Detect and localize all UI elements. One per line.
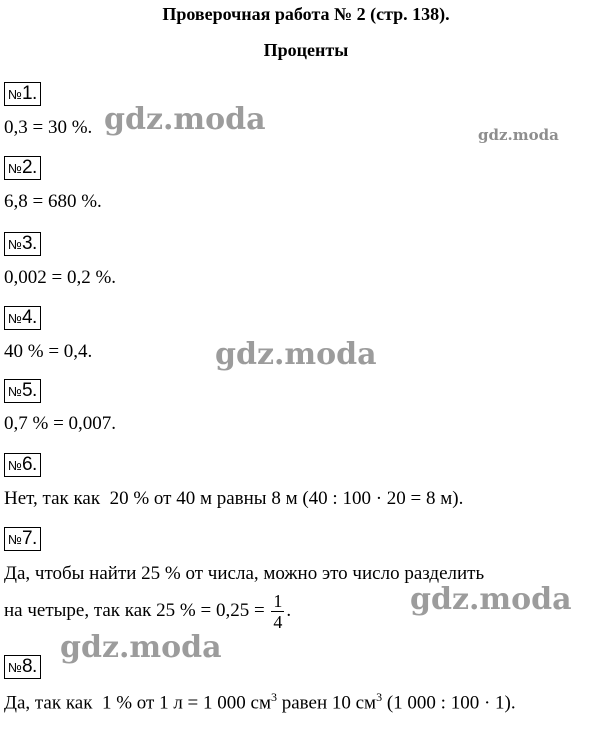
watermark: gdz.moda xyxy=(104,102,266,137)
watermark: gdz.moda xyxy=(410,582,572,617)
task-number-8: №8. xyxy=(4,655,41,679)
task-answer-7-line1: Да, чтобы найти 25 % от числа, можно это число разделить xyxy=(4,563,485,584)
task-number-6: №6. xyxy=(4,453,41,477)
page-subtitle: Проценты xyxy=(263,40,349,60)
task-number-5: №5. xyxy=(4,379,41,403)
task-number-3: №3. xyxy=(4,232,41,256)
task-number-1: №1. xyxy=(4,82,41,106)
fraction-denominator: 4 xyxy=(273,612,283,632)
task-answer-1: 0,3 = 30 %. xyxy=(4,117,93,138)
task-answer-8: Да, так как 1 % от 1 л = 1 000 $см^3$ равен 10 $см^3$ (1 000 : 100 · 1). xyxy=(4,690,516,714)
watermark: gdz.moda xyxy=(60,630,222,665)
task-answer-4: 40 % = 0,4. xyxy=(4,341,93,362)
fraction xyxy=(271,592,284,631)
fraction-numerator: 1 xyxy=(273,591,283,611)
task-answer-6: Нет, так как 20 % от 40 м равны 8 м (40 : 100 · 20 = 8 м). xyxy=(4,488,464,509)
task-answer-5: 0,7 % = 0,007. xyxy=(4,413,117,434)
task-number-7: №7. xyxy=(4,527,41,551)
page-title: Проверочная работа № 2 (стр. 138). xyxy=(162,4,450,24)
task-answer-3: 0,002 = 0,2 %. xyxy=(4,267,117,288)
task-answer-7-line2: на четыре, так как 25 % = 0,25 = $\frac{1}{4}$ . xyxy=(4,591,292,632)
watermark: gdz.moda xyxy=(215,337,377,372)
watermark: gdz.moda xyxy=(478,126,559,144)
task-number-4: №4. xyxy=(4,306,41,330)
task-number-2: №2. xyxy=(4,156,41,180)
task-answer-2: 6,8 = 680 %. xyxy=(4,191,102,212)
